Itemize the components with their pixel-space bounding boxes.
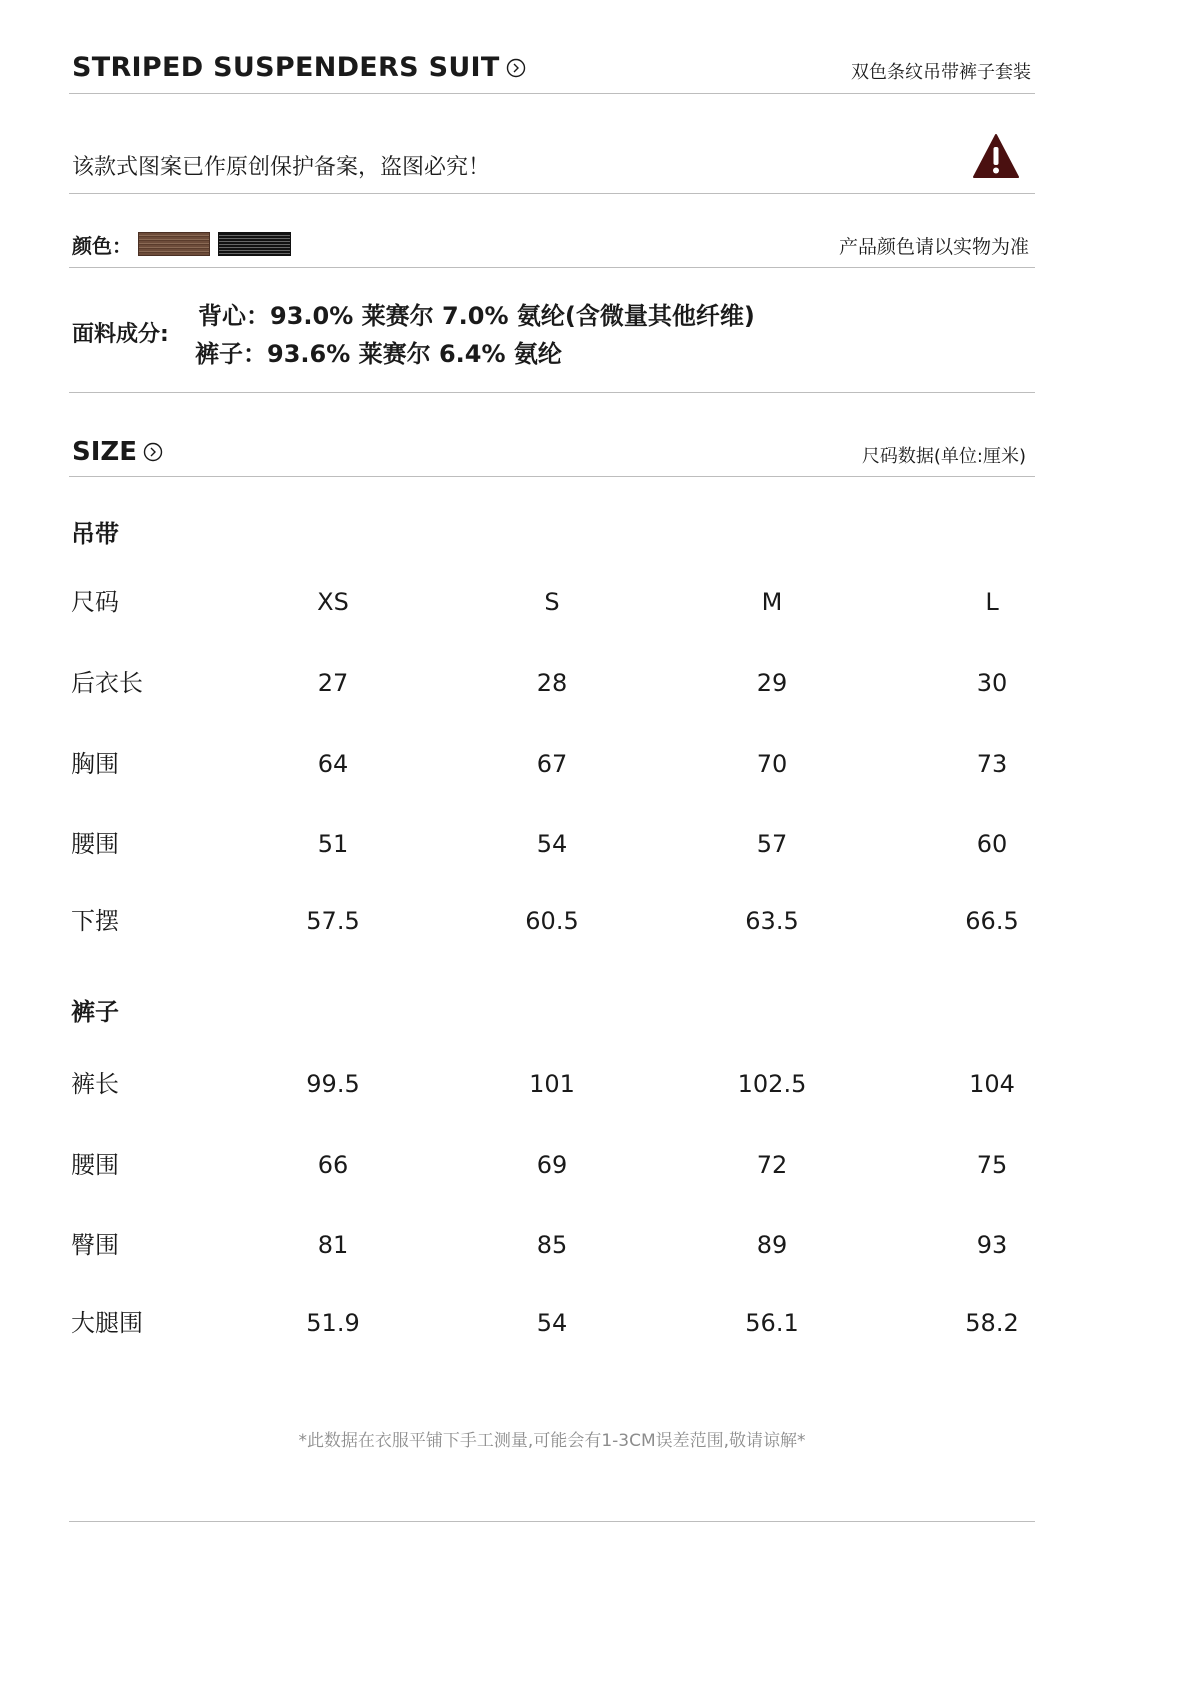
size-header-label: 尺码 <box>71 588 119 616</box>
fabric-pants: 裤子：93.6% 莱赛尔 6.4% 氨纶 <box>195 340 562 368</box>
table-row <box>0 1064 1104 1104</box>
color-label: 颜色： <box>72 234 132 258</box>
table-cell: 27 <box>317 669 349 697</box>
table-cell: 58.2 <box>965 1309 1019 1337</box>
table-cell: 57 <box>756 830 788 858</box>
table-cell: 85 <box>536 1231 568 1259</box>
table-cell: 93 <box>976 1231 1008 1259</box>
size-unit-note: 尺码数据(单位:厘米) <box>861 446 1026 467</box>
table-cell: 60.5 <box>525 907 579 935</box>
divider <box>69 392 1035 393</box>
table-cell: 101 <box>529 1070 575 1098</box>
table-cell: 81 <box>317 1231 349 1259</box>
divider <box>69 1521 1035 1522</box>
measurement-footnote: *此数据在衣服平铺下手工测量,可能会有1-3CM误差范围,敬请谅解* <box>298 1431 806 1451</box>
table-cell: 67 <box>536 750 568 778</box>
table-cell: 54 <box>536 830 568 858</box>
product-title-text: STRIPED SUSPENDERS SUIT <box>72 52 500 83</box>
table-cell: 57.5 <box>306 907 360 935</box>
row-label: 胸围 <box>71 750 119 778</box>
table-cell: 28 <box>536 669 568 697</box>
table-row <box>0 901 1104 941</box>
color-swatch-black <box>218 232 291 256</box>
warning-triangle-icon <box>972 133 1020 179</box>
size-title <box>72 437 163 467</box>
section-title-top: 吊带 <box>71 520 119 548</box>
copyright-notice: 该款式图案已作原创保护备案，盗图必究！ <box>72 155 491 180</box>
table-cell: 75 <box>976 1151 1008 1179</box>
table-cell: 89 <box>756 1231 788 1259</box>
row-label: 大腿围 <box>71 1309 143 1337</box>
table-cell: 60 <box>976 830 1008 858</box>
table-cell: 70 <box>756 750 788 778</box>
color-note: 产品颜色请以实物为准 <box>838 236 1029 258</box>
table-cell: 102.5 <box>737 1070 807 1098</box>
table-row <box>0 824 1104 864</box>
divider <box>69 93 1035 94</box>
fabric-vest: 背心：93.0% 莱赛尔 7.0% 氨纶(含微量其他纤维) <box>198 302 755 330</box>
table-cell: 104 <box>969 1070 1015 1098</box>
size-xs: XS <box>317 588 349 616</box>
divider <box>69 476 1035 477</box>
table-cell: 51 <box>317 830 349 858</box>
table-cell: 73 <box>976 750 1008 778</box>
product-subtitle: 双色条纹吊带裤子套装 <box>851 62 1031 83</box>
table-cell: 29 <box>756 669 788 697</box>
size-header-row <box>0 582 1104 622</box>
row-label: 腰围 <box>71 830 119 858</box>
table-cell: 69 <box>536 1151 568 1179</box>
chevron-circle-icon <box>506 58 526 78</box>
table-row <box>0 1145 1104 1185</box>
size-title-text: SIZE <box>72 437 138 467</box>
divider <box>69 193 1035 194</box>
row-label: 臀围 <box>71 1231 119 1259</box>
table-cell: 54 <box>536 1309 568 1337</box>
table-cell: 72 <box>756 1151 788 1179</box>
table-cell: 56.1 <box>745 1309 799 1337</box>
table-row <box>0 1303 1104 1343</box>
color-swatch-brown <box>138 232 210 256</box>
product-title <box>72 52 526 83</box>
table-cell: 30 <box>976 669 1008 697</box>
table-cell: 64 <box>317 750 349 778</box>
row-label: 下摆 <box>71 907 119 935</box>
table-row <box>0 1225 1104 1265</box>
table-cell: 63.5 <box>745 907 799 935</box>
row-label: 裤长 <box>71 1070 119 1098</box>
table-cell: 51.9 <box>306 1309 360 1337</box>
chevron-circle-icon <box>143 442 163 462</box>
table-cell: 66.5 <box>965 907 1019 935</box>
row-label: 腰围 <box>71 1151 119 1179</box>
fabric-label: 面料成分: <box>72 322 169 347</box>
table-row <box>0 744 1104 784</box>
table-cell: 99.5 <box>306 1070 360 1098</box>
size-s: S <box>544 588 560 616</box>
size-l: L <box>985 588 999 616</box>
table-cell: 66 <box>317 1151 349 1179</box>
row-label: 后衣长 <box>71 669 143 697</box>
divider <box>69 267 1035 268</box>
section-title-pants: 裤子 <box>71 998 119 1026</box>
table-row <box>0 663 1104 703</box>
size-m: M <box>761 588 783 616</box>
